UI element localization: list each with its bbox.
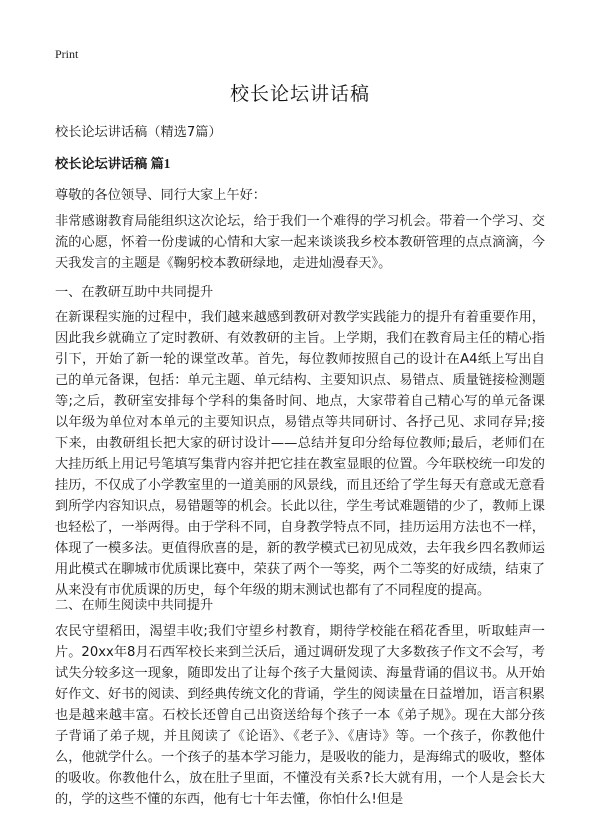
intro-paragraph: 非常感谢教育局能组织这次论坛，给于我们一个难得的学习机会。带着一个学习、交流的心愿，怀着一份虔诚的心情和大家一起来谈谈我乡校本教研管理的点点滴滴，今天我发言的主题是《鞠躬校本教研绿地，走进灿漫春天》。 xyxy=(55,214,545,271)
section-heading-2: 二、在师生阅读中共同提升 xyxy=(55,598,214,613)
greeting: 尊敬的各位领导、同行大家上午好： xyxy=(55,188,266,203)
section-2-paragraph: 农民守望稻田，渴望丰收;我们守望乡村教育，期待学校能在稻花香里，听取蛙声一片。20xx年8月石西军校长来到兰沃后，通过调研发现了大多数孩子作文不会写，考试失分较多这一现象，随即发出了让每个孩子大量阅读、海量背诵的倡议书。从开始好作文、好书的阅读、到经典传统文化的背诵，学生的阅读量在日益增加，语言积累也是越来越丰富。石校长还曾自己出资送给每个孩子一本《弟子规》。现在大部分孩子背诵了弟子规，并且阅读了《论语》、《老子》、《唐诗》等。一个孩子，你教他什么，他就学什么。一个孩子的基本学习能力，是吸收的能力，是海绵式的吸收，整体的吸收。你教他什么，放在肚子里面，不懂没有关系?长大就有用，一个人是会长大的，学的这些不懂的东西，他有七十年去懂，你怕什么!但是 xyxy=(55,624,545,807)
section-1-paragraph: 在新课程实施的过程中，我们越来越感到教研对教学实践能力的提升有着重要作用，因此我乡就确立了定时教研、有效教研的主旨。上学期，我们在教育局主任的精心指引下，开始了新一轮的课堂改革。首先，每位教师按照自己的设计在A4纸上写出自己的单元备课，包括：单元主题、单元结构、主要知识点、易错点、质量链接检测题等;之后，教研室安排每个学科的集备时间、地点，大家带着自己精心写的单元备课以年级为单位对本单元的主要知识点，易错点等共同研讨、各抒己见、求同存异;接下来，由教研组长把大家的研讨设计——总结并复印分给每位教师;最后，老师们在大挂历纸上用记号笔填写集背内容并把它挂在教室显眼的位置。今年联校统一印发的挂历，不仅成了小学教室里的一道美丽的风景线，而且还给了学生每天有意或无意看到所学内容知识点，易错题等的机会。长此以往，学生考试难题错的少了，教师上课也轻松了，一举两得。由于学科不同，自身教学特点不同，挂历运用方法也不一样，体现了一模多法。更值得欣喜的是，新的教学模式已初见成效，去年我乡四名教师运用此模式在聊城市优质课比赛中，荣获了两个一等奖，两个二等奖的好成绩，结束了从来没有市优质课的历史，每个年级的期末测试也都有了不同程度的提高。 xyxy=(55,310,545,598)
section-heading-1: 一、在教研互助中共同提升 xyxy=(55,285,214,300)
article-heading: 校长论坛讲话稿 篇1 xyxy=(55,156,171,171)
print-link[interactable]: Print xyxy=(55,47,79,61)
page-title: 校长论坛讲话稿 xyxy=(229,83,370,105)
subtitle: 校长论坛讲话稿（精选7篇） xyxy=(55,125,222,140)
